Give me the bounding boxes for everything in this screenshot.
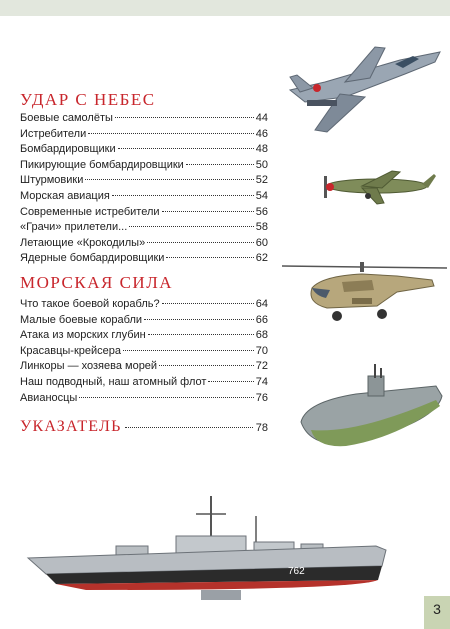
toc-item[interactable]: [20, 205, 268, 221]
leader-dots: [147, 242, 254, 243]
toc-item-page: 64: [255, 298, 268, 310]
toc-item-page: 52: [255, 174, 268, 187]
leader-dots: [159, 365, 254, 366]
toc-item-page: 62: [255, 252, 268, 265]
toc-item-page: 72: [255, 360, 268, 373]
toc-list-navy: [20, 297, 268, 406]
toc-item[interactable]: [20, 127, 268, 143]
toc-item-label: Бомбардировщики: [20, 143, 116, 156]
leader-dots: [148, 334, 254, 335]
toc-item[interactable]: [20, 251, 268, 267]
toc-item-page: 74: [255, 375, 268, 388]
toc-item-label: Морская авиация: [20, 189, 110, 202]
toc-item-label: Наш подводный, наш атомный флот: [20, 375, 207, 388]
toc-item-label: Современные истребители: [20, 205, 160, 218]
toc-item-page: 66: [255, 313, 268, 326]
leader-dots: [112, 195, 254, 196]
leader-dots: [125, 427, 253, 428]
leader-dots: [144, 319, 254, 320]
toc-item-page: 58: [255, 221, 268, 234]
toc-item[interactable]: [20, 158, 268, 174]
toc-item[interactable]: [20, 344, 268, 360]
index-title: УКАЗАТЕЛЬ: [20, 418, 122, 435]
toc-item-page: 44: [255, 112, 268, 124]
toc-item-label: «Грачи» прилетели...: [20, 221, 128, 234]
toc-item[interactable]: [20, 391, 268, 407]
toc-item-label: Красавцы-крейсера: [20, 344, 122, 357]
leader-dots: [115, 117, 254, 118]
propeller-plane-illustration: [322, 166, 437, 208]
warship-illustration: [26, 496, 391, 608]
toc-item-page: 60: [255, 236, 268, 249]
toc-item-page: 68: [255, 329, 268, 342]
ship-hull-number: 762: [288, 566, 305, 577]
leader-dots: [85, 179, 253, 180]
toc-item[interactable]: [20, 142, 268, 158]
toc-item-page: 54: [255, 189, 268, 202]
toc-item-index[interactable]: [20, 418, 268, 436]
toc-item[interactable]: [20, 220, 268, 236]
toc-item-label: Атака из морских глубин: [20, 329, 146, 342]
toc-item-label: Малые боевые корабли: [20, 313, 143, 326]
leader-dots: [208, 381, 253, 382]
toc-list-aviation: [20, 111, 268, 267]
toc-item[interactable]: [20, 328, 268, 344]
leader-dots: [123, 350, 254, 351]
jet-fighter-illustration: [285, 42, 445, 137]
leader-dots: [162, 211, 254, 212]
toc-item[interactable]: [20, 313, 268, 329]
index-page: 78: [255, 422, 268, 434]
toc-item[interactable]: [20, 111, 268, 127]
toc-item-label: Линкоры — хозяева морей: [20, 360, 158, 373]
toc-item-page: 46: [255, 127, 268, 140]
toc-item[interactable]: [20, 359, 268, 375]
page-number: 3: [424, 596, 450, 629]
toc-item-label: Боевые самолёты: [20, 112, 113, 124]
toc-item-label: Авианосцы: [20, 391, 78, 404]
toc-item-page: 50: [255, 158, 268, 171]
submarine-illustration: [296, 362, 444, 454]
toc-item[interactable]: [20, 173, 268, 189]
top-band: [0, 0, 450, 16]
toc-item-page: 76: [255, 391, 268, 404]
leader-dots: [88, 133, 254, 134]
leader-dots: [166, 257, 253, 258]
leader-dots: [162, 303, 254, 304]
leader-dots: [118, 148, 254, 149]
toc-item-label: Истребители: [20, 127, 87, 140]
toc-item-label: Летающие «Крокодилы»: [20, 236, 146, 249]
toc-item[interactable]: [20, 189, 268, 205]
toc-item-page: 56: [255, 205, 268, 218]
toc-item-label: Штурмовики: [20, 174, 84, 187]
section-title-sky-strike: УДАР С НЕБЕС: [20, 90, 156, 109]
helicopter-illustration: [282, 258, 447, 328]
toc-item-label: Ядерные бомбардировщики: [20, 252, 165, 265]
toc-item-page: 48: [255, 143, 268, 156]
toc-item[interactable]: [20, 375, 268, 391]
toc-item[interactable]: [20, 297, 268, 313]
toc-item-label: Что такое боевой корабль?: [20, 298, 160, 310]
toc-item-page: 70: [255, 344, 268, 357]
leader-dots: [129, 226, 253, 227]
section-title-naval-force: МОРСКАЯ СИЛА: [20, 273, 174, 292]
toc-item-label: Пикирующие бомбардировщики: [20, 158, 184, 171]
toc-item[interactable]: [20, 236, 268, 252]
leader-dots: [79, 397, 253, 398]
leader-dots: [186, 164, 254, 165]
